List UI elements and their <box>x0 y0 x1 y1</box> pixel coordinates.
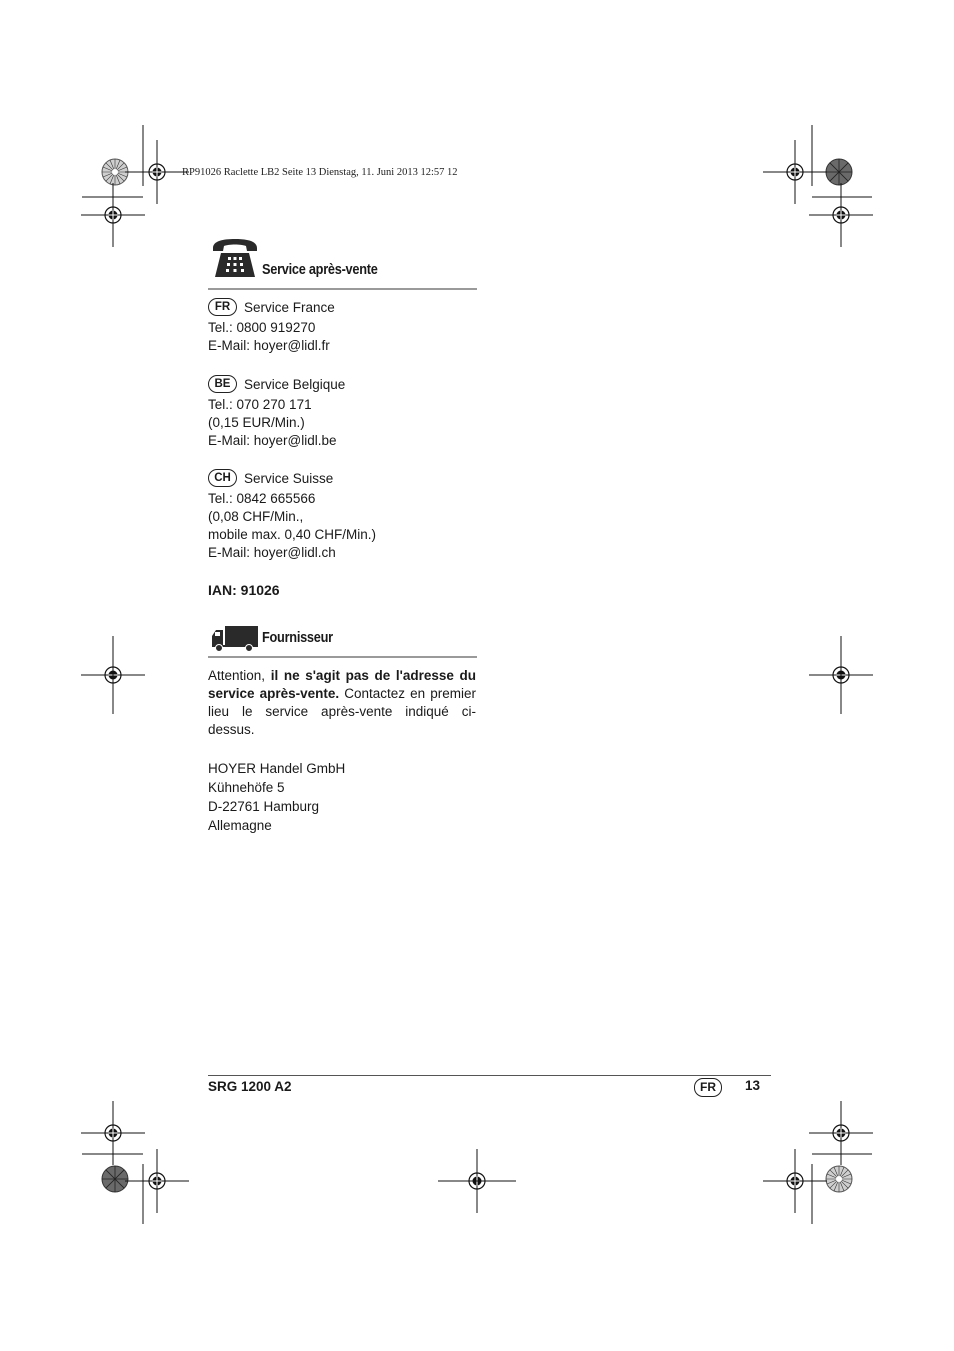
phone-line: Tel.: 0842 665566 <box>208 491 316 507</box>
service-rule <box>208 288 477 290</box>
service-block-france <box>208 299 335 355</box>
address-line: D-22761 Hamburg <box>208 799 320 814</box>
service-title: Service après-vente <box>262 262 378 278</box>
truck-icon <box>211 625 259 652</box>
rate-line: (0,08 CHF/Min., <box>208 509 304 525</box>
telephone-icon <box>211 238 259 278</box>
footer-rule <box>208 1075 771 1076</box>
service-block-belgique <box>208 376 345 450</box>
phone-line: Tel.: 0800 919270 <box>208 320 316 336</box>
supplier-notice: Attention, il ne s'agit pas de l'adresse du service après-vente. Contactez en premier lieu le service après-vente indiqué ci-dessus. <box>208 668 476 737</box>
service-block-suisse <box>208 470 376 562</box>
footer-language-badge: FR <box>694 1078 722 1097</box>
supplier-title: Fournisseur <box>262 630 333 646</box>
notice-emphasis: il ne s'agit pas de l'adresse du service après-vente. <box>208 668 476 701</box>
country-badge-ch: CH <box>208 469 237 487</box>
supplier-address <box>208 759 345 835</box>
print-header: RP91026 Raclette LB2 Seite 13 Dienstag, 11. Juni 2013 12:57 12 <box>182 167 458 178</box>
footer-model: SRG 1200 A2 <box>208 1079 292 1094</box>
address-line: HOYER Handel GmbH <box>208 761 346 776</box>
address-line: Kühnehöfe 5 <box>208 780 285 795</box>
email-line: E-Mail: hoyer@lidl.fr <box>208 338 330 354</box>
service-heading: Service France <box>244 300 335 315</box>
rate-line: mobile max. 0,40 CHF/Min.) <box>208 527 377 543</box>
country-badge-be: BE <box>208 375 237 393</box>
ian-number: IAN: 91026 <box>208 582 280 598</box>
email-line: E-Mail: hoyer@lidl.ch <box>208 545 336 561</box>
page-number: 13 <box>745 1078 761 1093</box>
rate-line: (0,15 EUR/Min.) <box>208 415 305 431</box>
address-line: Allemagne <box>208 818 272 833</box>
phone-line: Tel.: 070 270 171 <box>208 397 312 413</box>
supplier-rule <box>208 656 477 658</box>
email-line: E-Mail: hoyer@lidl.be <box>208 433 337 449</box>
service-heading: Service Belgique <box>244 377 346 392</box>
country-badge-fr: FR <box>208 298 237 316</box>
service-heading: Service Suisse <box>244 471 334 486</box>
